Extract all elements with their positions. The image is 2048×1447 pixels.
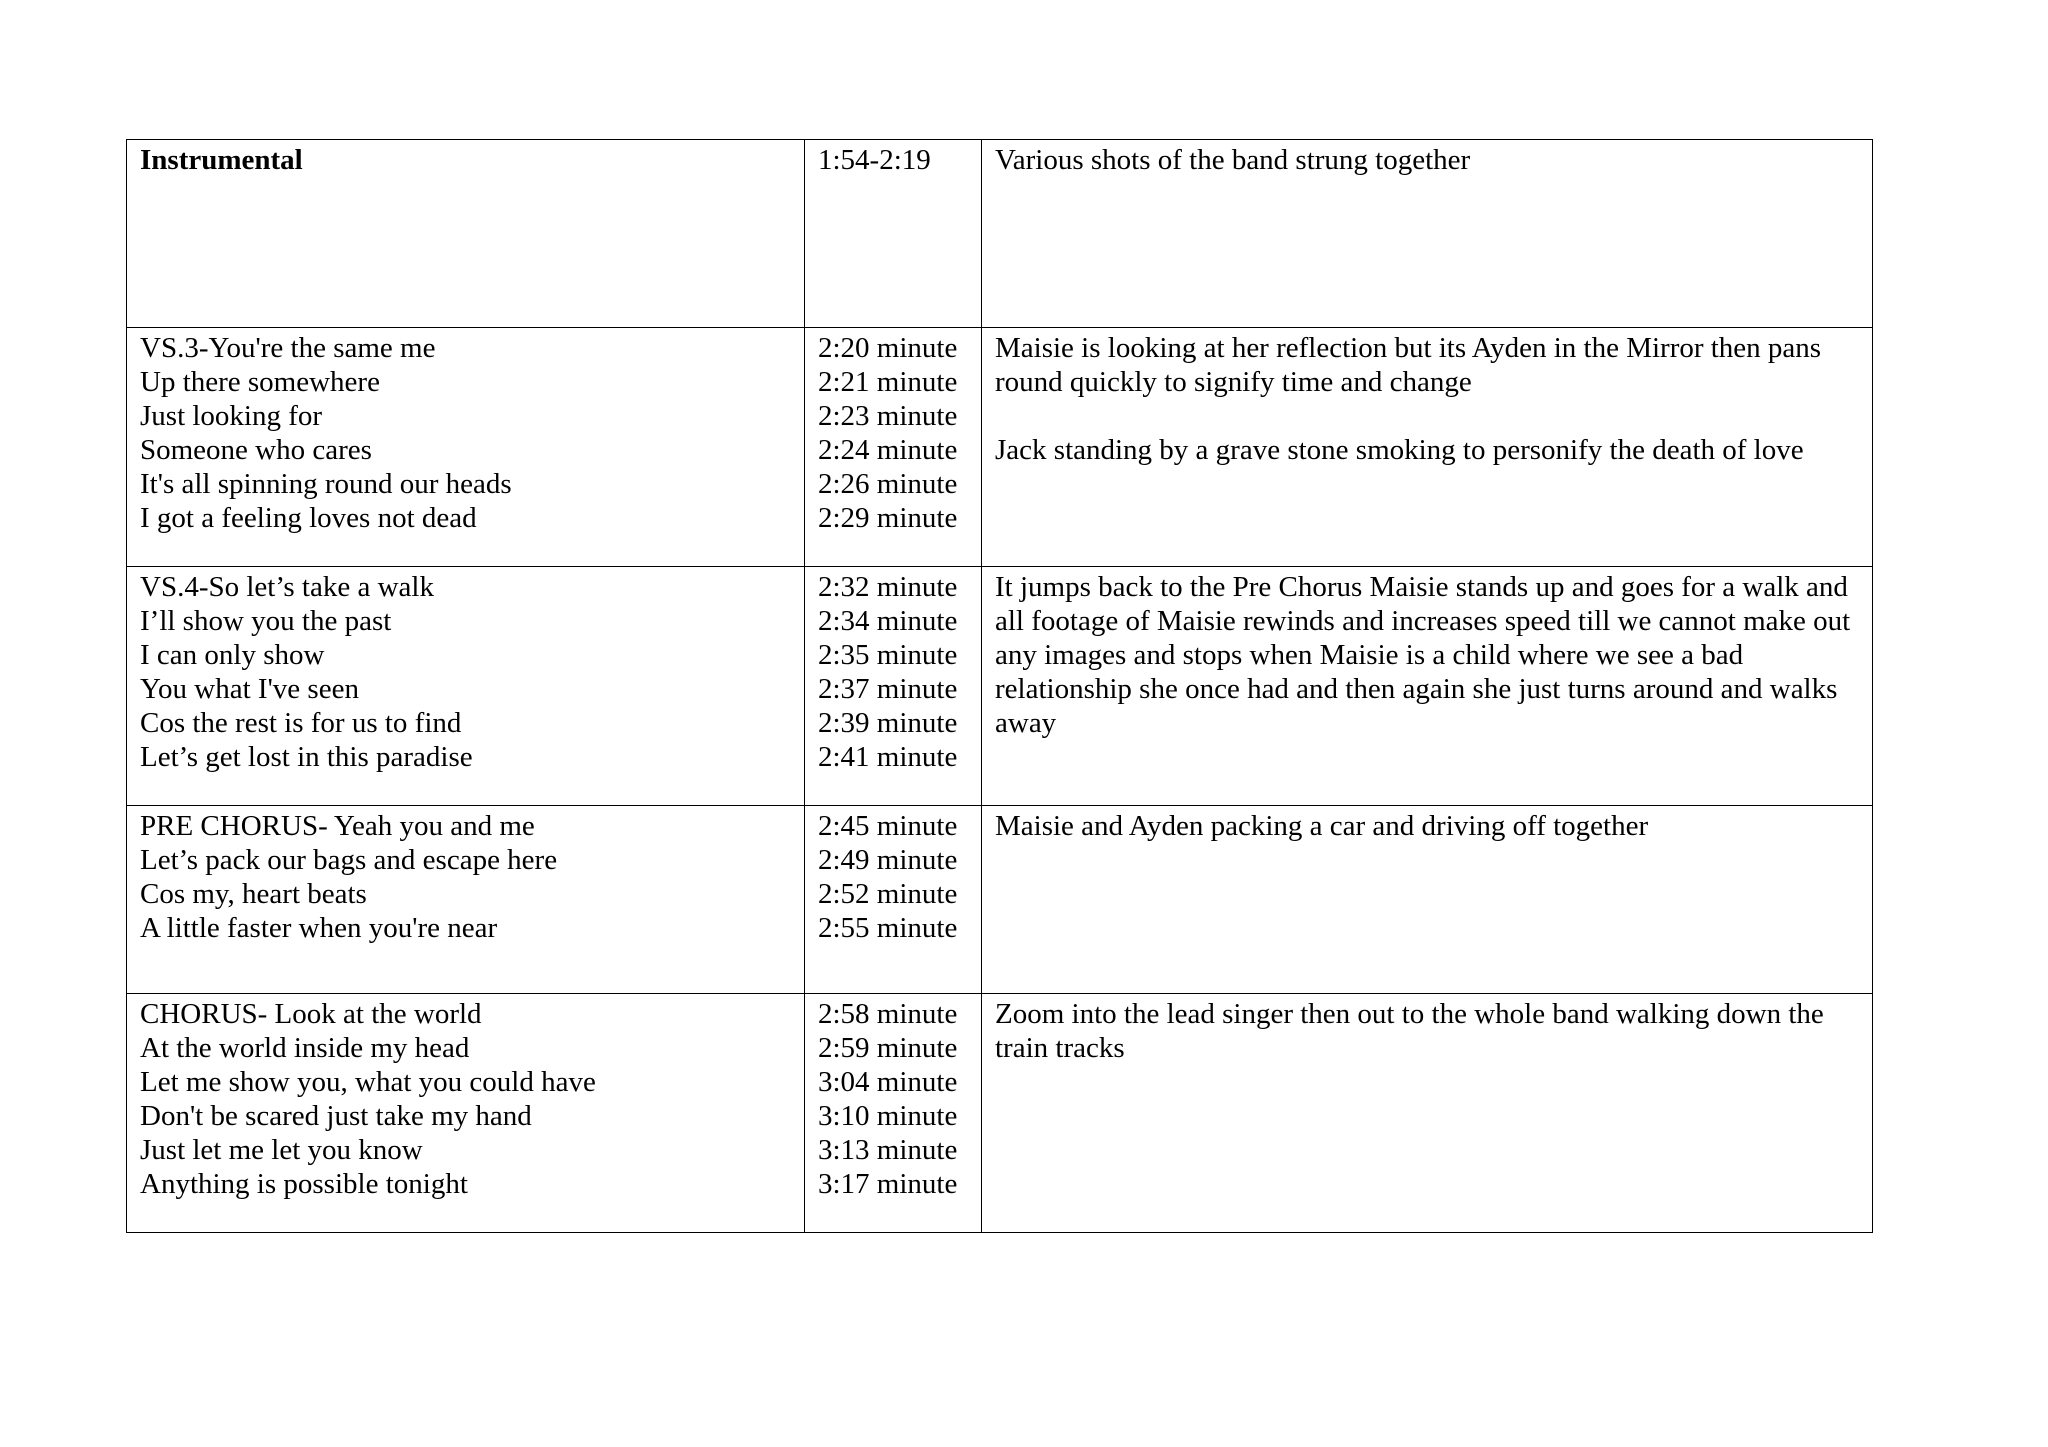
lyric-line: It's all spinning round our heads [140, 468, 512, 500]
timestamp: 3:13 minute [818, 1134, 958, 1166]
lyric-line: Let’s pack our bags and escape here [140, 844, 558, 876]
lyric-line: Up there somewhere [140, 366, 380, 398]
timestamp: 2:59 minute [818, 1032, 958, 1064]
lyric-line: I can only show [140, 639, 325, 671]
table-row [127, 994, 1873, 1233]
table-row [127, 567, 1873, 806]
timestamp: 2:41 minute [818, 741, 958, 773]
lyric-line: Don't be scared just take my hand [140, 1100, 532, 1132]
table-row [127, 806, 1873, 994]
lyrics-cell [127, 567, 805, 806]
timestamp: 3:17 minute [818, 1168, 958, 1200]
description-cell [982, 567, 1873, 806]
description-cell [982, 994, 1873, 1233]
timestamp: 2:52 minute [818, 878, 958, 910]
lyric-line: Someone who cares [140, 434, 372, 466]
lyric-line: Cos the rest is for us to find [140, 707, 462, 739]
time-cell [805, 140, 982, 328]
timestamp: 3:10 minute [818, 1100, 958, 1132]
timestamp: 2:49 minute [818, 844, 958, 876]
timestamp: 2:20 minute [818, 332, 958, 364]
timestamp: 3:04 minute [818, 1066, 958, 1098]
timestamp: 2:26 minute [818, 468, 958, 500]
lyrics-cell [127, 140, 805, 328]
storyboard-table [126, 139, 1873, 1233]
time-cell [805, 328, 982, 567]
timestamp: 2:34 minute [818, 605, 958, 637]
lyrics-cell [127, 806, 805, 994]
table-row [127, 140, 1873, 328]
timestamp: 2:45 minute [818, 810, 958, 842]
lyric-line: Let’s get lost in this paradise [140, 741, 473, 773]
time-range: 1:54-2:19 [818, 144, 931, 176]
lyric-line: Anything is possible tonight [140, 1168, 468, 1200]
lyric-line: VS.3-You're the same me [140, 332, 436, 364]
lyric-line: CHORUS- Look at the world [140, 998, 482, 1030]
time-cell [805, 994, 982, 1233]
lyric-line: Just looking for [140, 400, 323, 432]
timestamp: 2:32 minute [818, 571, 958, 603]
shot-description: Zoom into the lead singer then out to the whole band walking down the train tracks [995, 998, 1824, 1064]
description-cell [982, 140, 1873, 328]
table-row [127, 328, 1873, 567]
lyric-line: I’ll show you the past [140, 605, 392, 637]
lyric-line: Let me show you, what you could have [140, 1066, 596, 1098]
lyric-line: I got a feeling loves not dead [140, 502, 477, 534]
lyric-line: Just let me let you know [140, 1134, 423, 1166]
timestamp: 2:21 minute [818, 366, 958, 398]
timestamp: 2:55 minute [818, 912, 958, 944]
lyric-line: VS.4-So let’s take a walk [140, 571, 434, 603]
time-cell [805, 567, 982, 806]
lyric-line: At the world inside my head [140, 1032, 470, 1064]
lyrics-cell [127, 328, 805, 567]
timestamp: 2:58 minute [818, 998, 958, 1030]
shot-description: Maisie and Ayden packing a car and driving off together [995, 810, 1649, 842]
shot-description: Jack standing by a grave stone smoking to personify the death of love [995, 434, 1804, 466]
timestamp: 2:24 minute [818, 434, 958, 466]
shot-description: Various shots of the band strung together [995, 144, 1471, 176]
lyric-line: Cos my, heart beats [140, 878, 367, 910]
lyric-line: A little faster when you're near [140, 912, 498, 944]
timestamp: 2:37 minute [818, 673, 958, 705]
lyric-line: You what I've seen [140, 673, 359, 705]
time-cell [805, 806, 982, 994]
timestamp: 2:39 minute [818, 707, 958, 739]
description-cell [982, 328, 1873, 567]
shot-description: Maisie is looking at her reflection but its Ayden in the Mirror then pans round quickly to signify time and change [995, 332, 1822, 398]
timestamp: 2:23 minute [818, 400, 958, 432]
shot-description: It jumps back to the Pre Chorus Maisie stands up and goes for a walk and all footage of Maisie rewinds and increases speed till we cannot make out any images and stops when Maisie is a child where we see a bad relationship she once had and then again she just turns around and walks away [995, 571, 1851, 739]
section-heading: Instrumental [140, 144, 303, 176]
timestamp: 2:35 minute [818, 639, 958, 671]
lyrics-cell [127, 994, 805, 1233]
description-cell [982, 806, 1873, 994]
timestamp: 2:29 minute [818, 502, 958, 534]
lyric-line: PRE CHORUS- Yeah you and me [140, 810, 535, 842]
